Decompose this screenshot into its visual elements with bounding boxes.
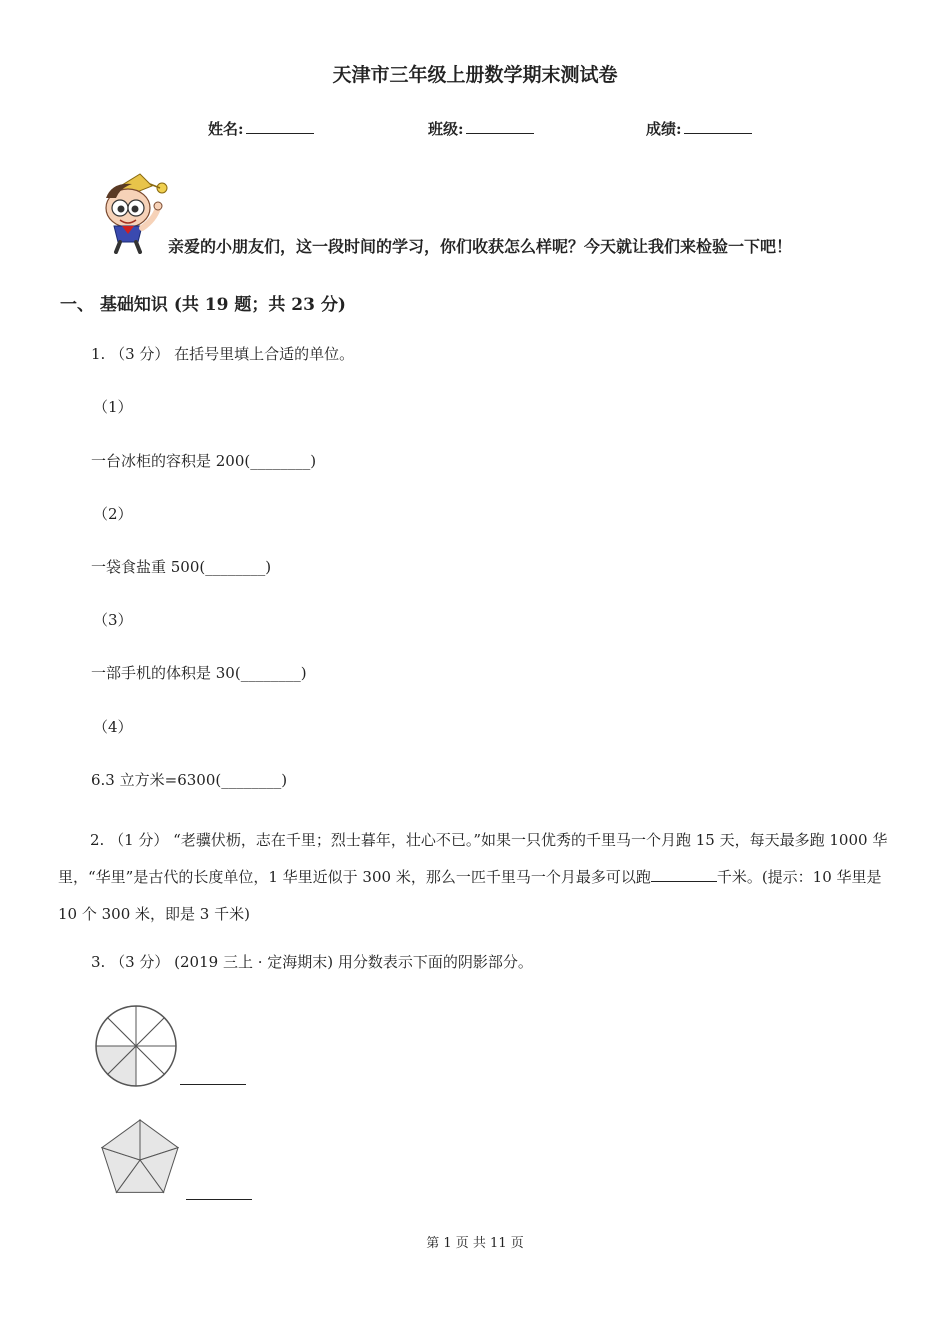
question-1-part-4-label: （4）	[93, 718, 133, 736]
score-field	[646, 118, 752, 139]
question-1-part-3-text[interactable]: 一部手机的体积是 30(________)	[91, 664, 307, 682]
question-2	[58, 822, 898, 933]
question-2-tail: 千米。(提示：10 华里是 10 个 300 米，即是 3 千米)	[58, 868, 882, 923]
pentagon-answer-blank[interactable]	[186, 1185, 252, 1200]
score-label: 成绩:	[646, 120, 682, 138]
name-label: 姓名:	[208, 120, 244, 138]
question-1-part-3-label: （3）	[93, 611, 133, 629]
question-3-stem: 3. （3 分） (2019 三上 · 定海期末) 用分数表示下面的阴影部分。	[91, 953, 533, 971]
page-footer: 第 1 页 共 11 页	[426, 1236, 524, 1251]
question-2-blank[interactable]	[651, 867, 717, 882]
name-blank[interactable]	[246, 119, 314, 134]
section-1-title: 一、 基础知识 (共 19 题；共 23 分)	[60, 295, 346, 315]
mascot-icon	[92, 168, 174, 254]
question-1-part-1-text[interactable]: 一台冰柜的容积是 200(________)	[91, 452, 317, 470]
name-field	[208, 118, 314, 139]
score-blank[interactable]	[684, 119, 752, 134]
class-label: 班级:	[428, 120, 464, 138]
circle-answer-blank[interactable]	[180, 1070, 246, 1085]
class-field	[428, 118, 534, 139]
question-1-part-2-text[interactable]: 一袋食盐重 500(________)	[91, 558, 272, 576]
greeting-text: 亲爱的小朋友们，这一段时间的学习，你们收获怎么样呢？今天就让我们来检验一下吧！	[168, 237, 793, 256]
class-blank[interactable]	[466, 119, 534, 134]
question-2-text: 2. （1 分） “老骥伏枥，志在千里；烈士暮年，壮心不已。”如果一只优秀的千里马一个月跑 15 天，每天最多跑 1000 华里，“华里”是古代的长度单位，1 华里近似于 300 米，那么一匹千里马一个月最多可以跑	[58, 831, 888, 886]
pentagon-figure	[98, 1116, 182, 1198]
question-1-part-4-text[interactable]: 6.3 立方米=6300(________)	[91, 771, 288, 789]
circle-figure	[92, 1002, 180, 1090]
question-1-stem: 1. （3 分） 在括号里填上合适的单位。	[91, 345, 355, 363]
question-1-part-1-label: （1）	[93, 398, 133, 416]
page-title: 天津市三年级上册数学期末测试卷	[332, 64, 618, 86]
question-1-part-2-label: （2）	[93, 505, 133, 523]
